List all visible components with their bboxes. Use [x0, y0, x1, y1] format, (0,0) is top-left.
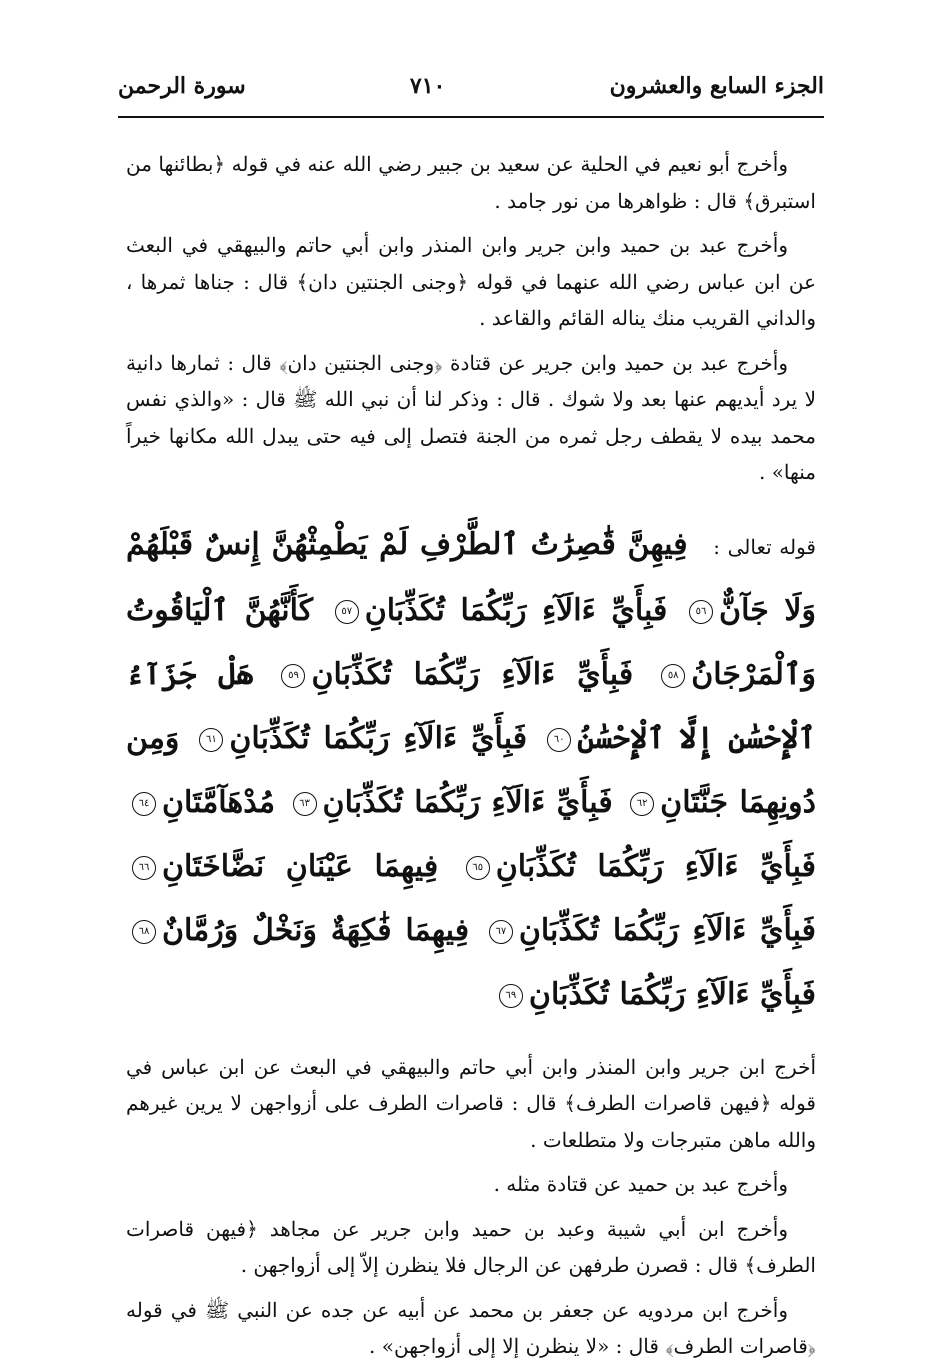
paragraph: وأخرج ابن أبي شيبة وعبد بن حميد وابن جرير عن مجاهد ﴿فيهن قاصرات الطرف﴾ قال : قصرن طرفهن عن الرجال فلا ينظرن إلاّ إلى أزواجهن .	[126, 1216, 816, 1277]
ayah-text: فَبِأَيِّ ءَالَآءِ رَبِّكُمَا تُكَذِّبَانِ	[518, 912, 816, 948]
ayah-number-marker: ٥٩	[281, 664, 305, 688]
ayah-number-marker: ٥٨	[661, 664, 685, 688]
ayah-text: هَلْ جَزَآءُ ٱلْإِحْسَٰنِ إِلَّا ٱلْإِحْسَٰنُ	[126, 656, 816, 756]
ayah-number-marker: ٦٦	[132, 856, 156, 880]
ayah-number-marker: ٦٥	[466, 856, 490, 880]
ayah-number-marker: ٦٣	[293, 792, 317, 816]
page-header	[118, 68, 824, 104]
ayah-number-marker: ٦٨	[132, 920, 156, 944]
commentary-section	[126, 1049, 816, 1365]
page-number: ٧١٠	[409, 73, 446, 99]
surah-title: سورة الرحمن	[118, 73, 246, 99]
ayah-number-marker: ٦٢	[630, 792, 654, 816]
ayah-number-marker: ٦٧	[489, 920, 513, 944]
ayah-text: فَبِأَيِّ ءَالَآءِ رَبِّكُمَا تُكَذِّبَانِ	[229, 720, 528, 756]
header-rule	[118, 116, 824, 118]
paragraph: وأخرج عبد بن حميد وابن جرير وابن المنذر وابن أبي حاتم والبيهقي في البعث عن ابن عباس رضي الله عنهما في قوله ﴿وجنى الجنتين دان﴾ قال : جناها ثمرها ، والداني القريب منك يناله القائم والقاعد .	[126, 233, 816, 330]
juz-title: الجزء السابع والعشرون	[609, 73, 824, 99]
paragraph: وأخرج أبو نعيم في الحلية عن سعيد بن جبير رضي الله عنه في قوله ﴿بطائنها من استبرق﴾ قال : ظواهرها من نور جامد .	[126, 152, 816, 213]
ayah-text: فِيهِمَا عَيْنَانِ نَضَّاخَتَانِ	[162, 848, 439, 884]
ayah-text: مُدْهَآمَّتَانِ	[162, 784, 276, 820]
paragraph: وأخرج عبد بن حميد عن قتادة مثله .	[493, 1172, 788, 1196]
paragraph: وأخرج ابن مردويه عن جعفر بن محمد عن أبيه عن جده عن النبي ﷺ في قوله ﴿قاصرات الطرف﴾ قال : «لا ينظرن إلا إلى أزواجهن» .	[126, 1297, 816, 1358]
ayah-text: فَبِأَيِّ ءَالَآءِ رَبِّكُمَا تُكَذِّبَانِ	[528, 976, 816, 1012]
ayah-number-marker: ٦٩	[499, 984, 523, 1008]
ayah-number-marker: ٦٤	[132, 792, 156, 816]
ayah-text: وَمِن دُونِهِمَا جَنَّتَانِ	[126, 720, 816, 820]
ayah-text: كَأَنَّهُنَّ ٱلْيَاقُوتُ وَٱلْمَرْجَانُ	[126, 592, 817, 692]
paragraph: أخرج ابن جرير وابن المنذر وابن أبي حاتم والبيهقي في البعث عن ابن عباس في قوله ﴿فيهن قاصرات الطرف﴾ قال : قاصرات الطرف على أزواجهن لا يرين غيرهم والله ماهن متبرجات ولا متطلعات .	[126, 1054, 816, 1152]
ayah-number-marker: ٦١	[199, 728, 223, 752]
ayah-text: فِيهِنَّ قَٰصِرَٰتُ ٱلطَّرْفِ لَمْ يَطْمِثْهُنَّ إِنسٌ قَبْلَهُمْ وَلَا جَآنٌّ	[126, 526, 816, 628]
ayah-text: فِيهِمَا فَٰكِهَةٌ وَنَخْلٌ وَرُمَّانٌ	[162, 912, 470, 948]
ayah-text: فَبِأَيِّ ءَالَآءِ رَبِّكُمَا تُكَذِّبَانِ	[364, 592, 668, 628]
page-body	[126, 146, 816, 1365]
quran-intro: قوله تعالى :	[713, 534, 816, 559]
ayah-number-marker: ٥٧	[335, 600, 359, 624]
ayah-text: فَبِأَيِّ ءَالَآءِ رَبِّكُمَا تُكَذِّبَانِ	[311, 656, 634, 692]
ayah-text: فَبِأَيِّ ءَالَآءِ رَبِّكُمَا تُكَذِّبَانِ	[495, 848, 816, 884]
paragraph: وأخرج عبد بن حميد وابن جرير عن قتادة ﴿وجنى الجنتين دان﴾ قال : ثمارها دانية لا يرد أيديهم عنها بعد ولا شوك . قال : وذكر لنا أن نبي الله ﷺ قال : «والذي نفس محمد بيده لا يقطف رجل ثمره من الجنة فتصل إلى فيه حتى يبدل الله مكانها خيراً منها» .	[126, 350, 816, 484]
ayah-number-marker: ٥٦	[689, 600, 713, 624]
ayah-text: فَبِأَيِّ ءَالَآءِ رَبِّكُمَا تُكَذِّبَانِ	[322, 784, 613, 820]
quran-passage	[126, 513, 816, 1027]
ayah-number-marker: ٦٠	[547, 728, 571, 752]
